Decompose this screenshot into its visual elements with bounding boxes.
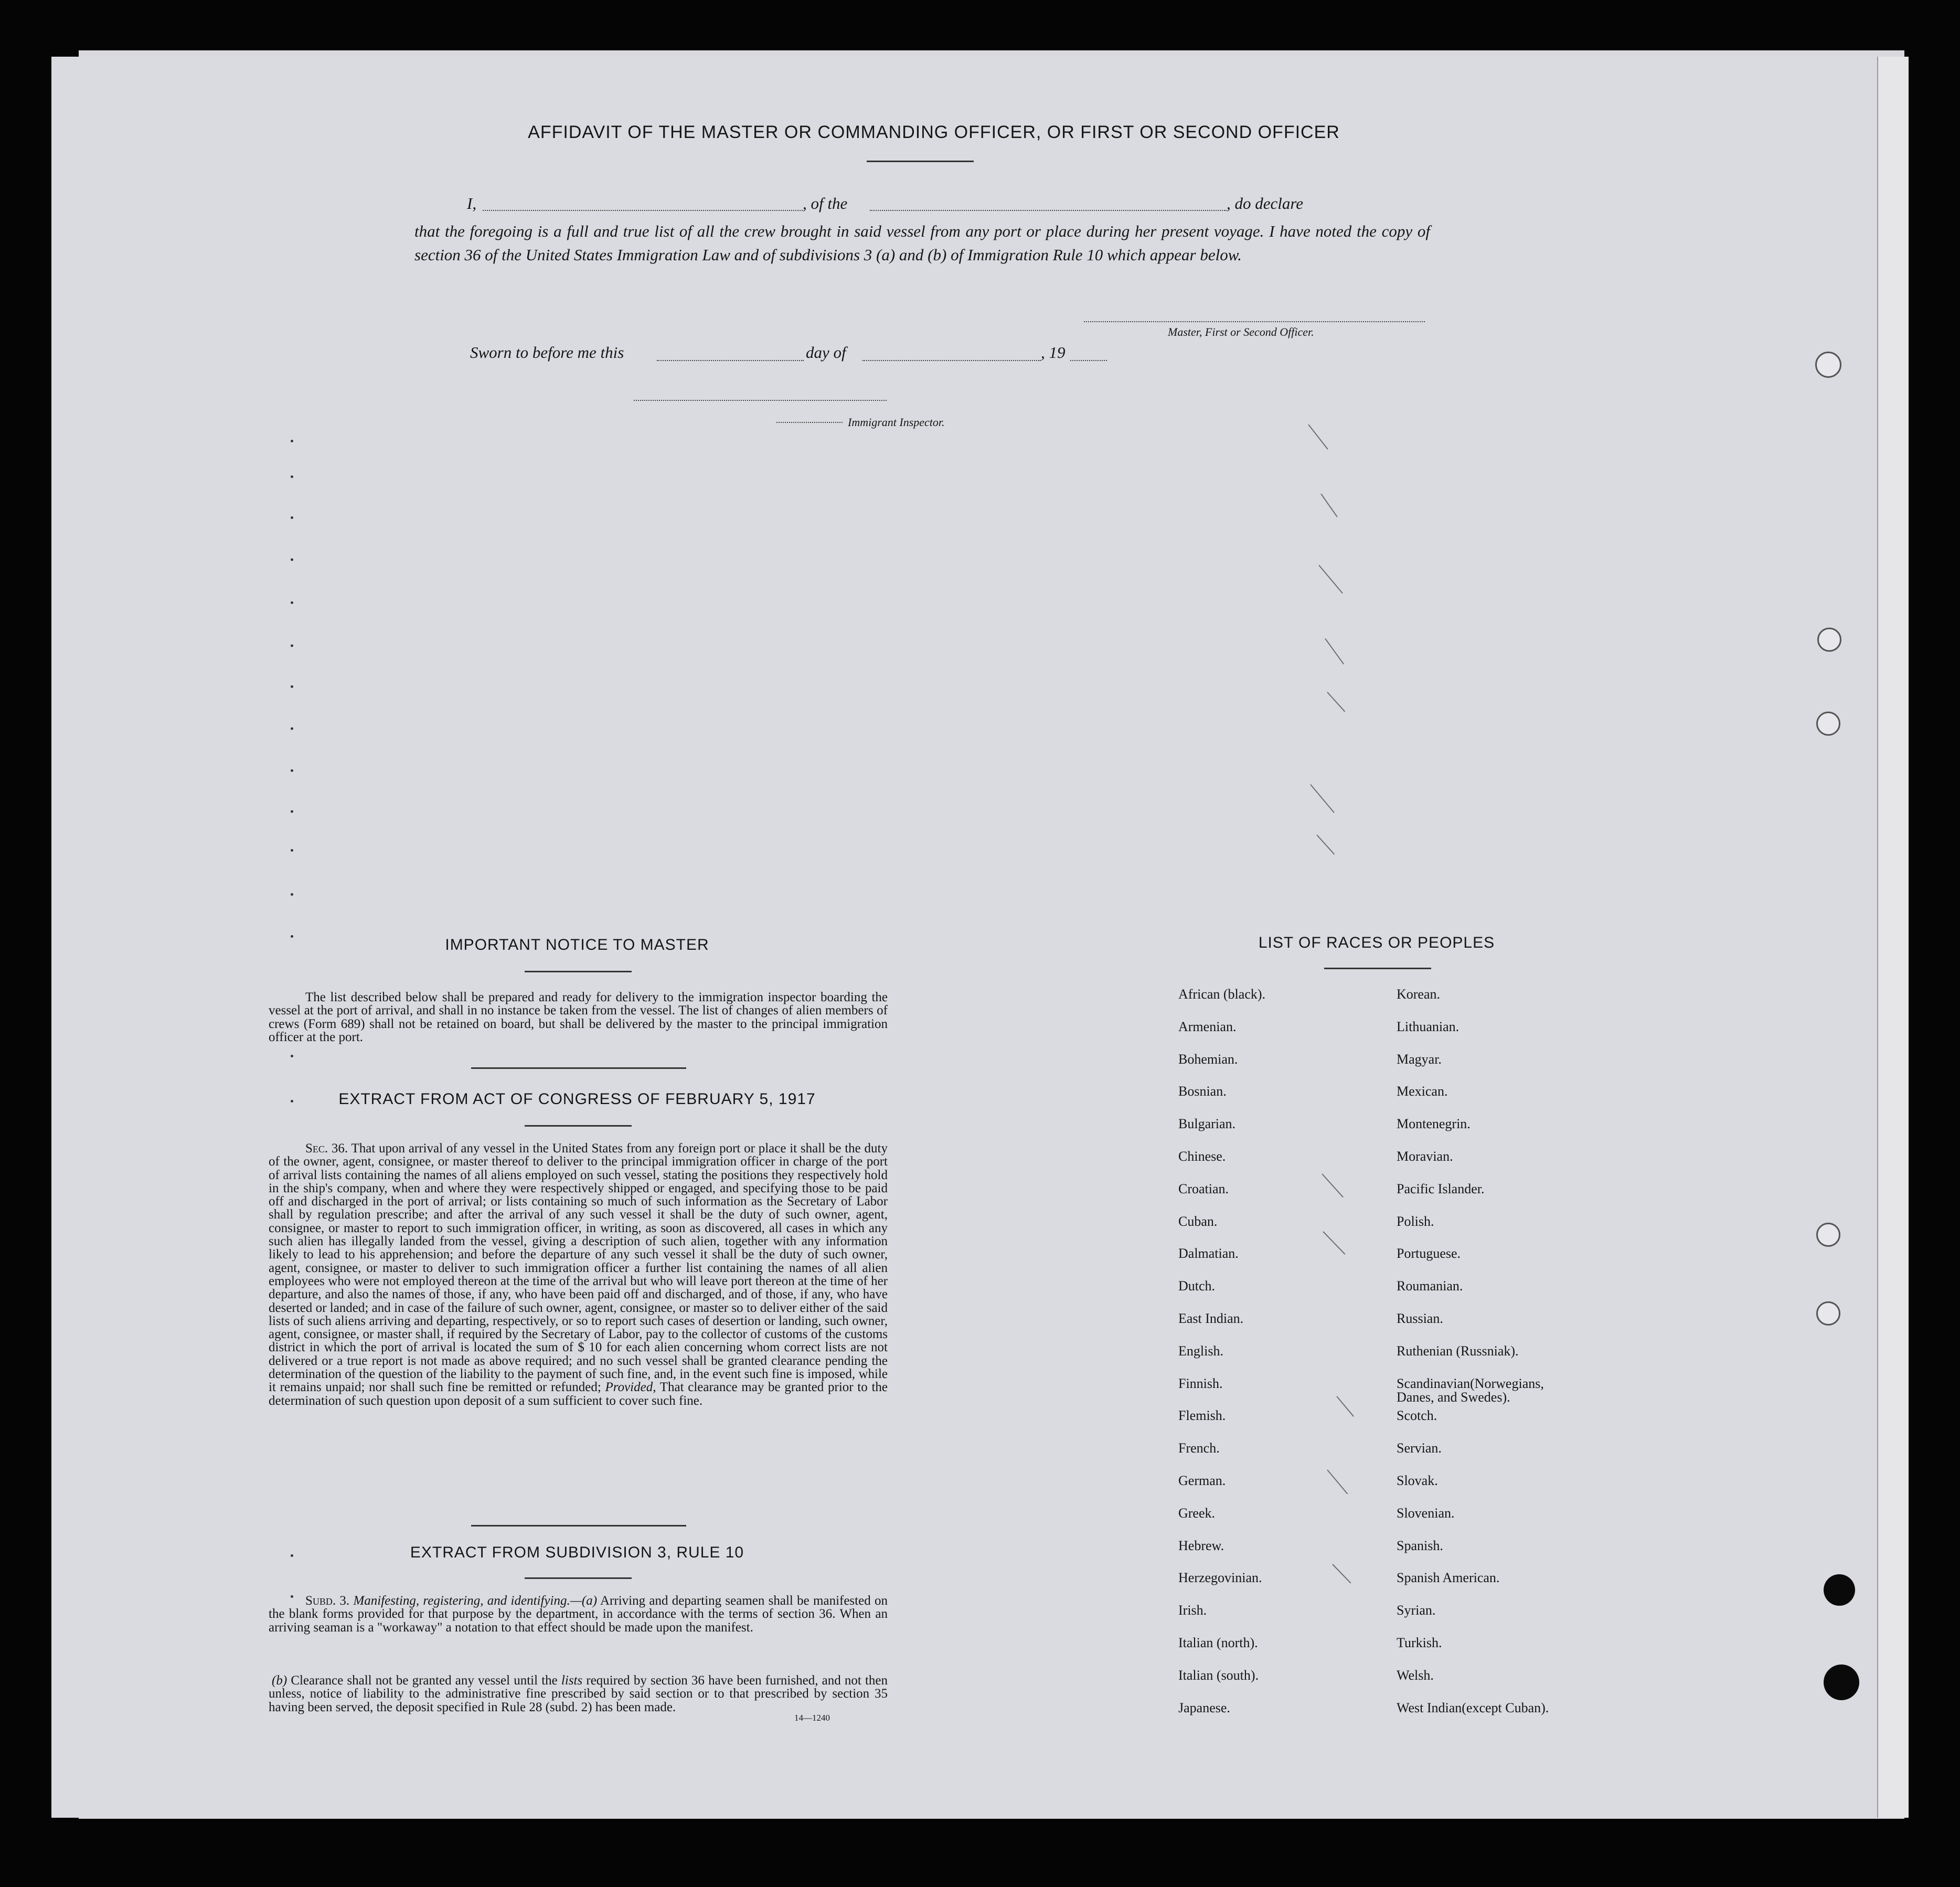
inspector-signature-line[interactable] xyxy=(634,400,887,401)
margin-dot xyxy=(291,601,293,604)
race-item: Magyar. xyxy=(1397,1051,1442,1067)
provided-text: That clearance may be granted prior to the determination of such question upon deposit of a sum sufficient to cover such fine. xyxy=(269,1380,888,1408)
extract-act-title: EXTRACT FROM ACT OF CONGRESS OF FEBRUARY 5, 1917 xyxy=(338,1090,816,1108)
race-item: Cuban. xyxy=(1178,1213,1218,1229)
race-item: Slovenian. xyxy=(1397,1505,1455,1521)
punch-ring xyxy=(1816,1223,1840,1247)
section-36-text: That upon arrival of any vessel in the United States from any foreign port or place it shall be the duty of the owner, agent, consignee, or master thereof to deliver to the principal immigration officer in charge of the port of arrival lists containing the names of all aliens employed on such vessel, stating the positions they respectively hold in the ship's company, when and where they were respectively shipped or engaged, and specifying those to be paid off and discharged in the port of arrival; or lists containing so much of such information as the Secretary of Labor shall by regulation prescribe; and after the arrival of any such vessel it shall be the duty of such owner, agent, consignee, or master to report to such immigration officer, in writing, as soon as discovered, all cases in which any such alien has illegally landed from the vessel, giving a description of such alien, together with any information likely to lead to his apprehension; and before the departure of any such vessel it shall be the duty of such owner, agent, consignee, or master to deliver to such immigration officer a further list containing the names of all alien employees who were not employed thereon at the time of the arrival but who will leave port thereon at the time of her departure, and also the names of those, if any, who have been paid off and discharged, and of those, if any, who have deserted or landed; and in case of the failure of such owner, agent, consignee, or master so to deliver either of the said lists of such aliens arriving and departing, respectively, or so to report such cases of desertion or landing, such owner, agent, consignee, or master shall, if required by the Secretary of Labor, pay to the collector of customs of the customs district in which the port of arrival is located the sum of $ 10 for each alien concerning whom correct lists are not delivered or a true report is not made as above required; and no such vessel shall be granted clearance pending the determination of the question of the liability to the payment of such fine, and, in the event such fine is imposed, while it remains unpaid; nor shall such fine be remitted or refunded; xyxy=(269,1141,888,1395)
margin-dot xyxy=(291,810,293,813)
race-item: Turkish. xyxy=(1397,1635,1442,1650)
margin-dot xyxy=(291,1100,293,1102)
race-item: Servian. xyxy=(1397,1440,1442,1456)
vessel-name-field[interactable] xyxy=(870,210,1227,211)
punch-ring xyxy=(1816,1301,1840,1326)
para-b-label: (b) xyxy=(272,1673,287,1688)
master-signature-line[interactable] xyxy=(1084,321,1425,322)
para-b-lists: lists xyxy=(561,1673,583,1688)
year-label: , 19 xyxy=(1041,343,1066,362)
race-item: Armenian. xyxy=(1178,1019,1237,1034)
margin-dot xyxy=(291,1055,293,1057)
race-item: African (black). xyxy=(1178,987,1266,1002)
race-item: Pacific Islander. xyxy=(1397,1181,1485,1196)
margin-dot xyxy=(291,849,293,852)
section-divider-2 xyxy=(471,1525,686,1526)
margin-dot xyxy=(291,558,293,561)
margin-dot xyxy=(291,440,293,442)
notice-body: The list described below shall be prepared and ready for delivery to the immigration inspector boarding the vessel at the port of arrival, and shall in no instance be taken from the vessel. The list of changes of alien members of crews (Form 689) shall not be retained on board, but shall be delivered by the master to the principal immigration officer at the port. xyxy=(269,990,888,1044)
race-item: Greek. xyxy=(1178,1505,1216,1521)
race-item: Roumanian. xyxy=(1397,1278,1463,1294)
sworn-label: Sworn to before me this xyxy=(470,343,624,362)
race-item: Bosnian. xyxy=(1178,1084,1227,1099)
race-item: French. xyxy=(1178,1440,1220,1456)
affidavit-title: AFFIDAVIT OF THE MASTER OR COMMANDING OFFICER, OR FIRST OR SECOND OFFICER xyxy=(528,122,1340,142)
race-item: Herzegovinian. xyxy=(1178,1570,1262,1586)
page-edge-strip xyxy=(1877,57,1909,1818)
i-label: I, xyxy=(467,194,477,213)
para-b-text-2: required by section 36 have been furnished, and not then unless, notice of liability to the administrative fine prescribed by said section or to that prescribed by section 35 having been served, the deposit specified in Rule 28 (subd. 2) has been made. xyxy=(269,1673,888,1714)
race-item: Lithuanian. xyxy=(1397,1019,1460,1034)
race-item: Syrian. xyxy=(1397,1603,1436,1618)
race-item: Montenegrin. xyxy=(1397,1116,1471,1132)
para-b-text-1: Clearance shall not be granted any vessel until the xyxy=(291,1673,558,1688)
race-item: German. xyxy=(1178,1473,1226,1488)
race-item: West Indian(except Cuban). xyxy=(1397,1700,1549,1715)
race-item: Dalmatian. xyxy=(1178,1246,1239,1261)
races-title: LIST OF RACES OR PEOPLES xyxy=(1258,934,1495,951)
margin-dot xyxy=(291,685,293,688)
declare-label: , do declare xyxy=(1227,194,1304,213)
margin-dot xyxy=(291,893,293,896)
affidavit-body: that the foregoing is a full and true list of all the crew brought in said vessel from any port or place during her present voyage. I have noted the copy of section 36 of the United States Immigration Law and of subdivisions 3 (a) and (b) of Immigration Rule 10 which appear below. xyxy=(414,222,1430,264)
races-rule xyxy=(1324,968,1431,969)
race-item: Flemish. xyxy=(1178,1408,1226,1424)
race-item: Moravian. xyxy=(1397,1149,1453,1164)
extract-rule-rule xyxy=(525,1577,632,1579)
race-item: Bulgarian. xyxy=(1178,1116,1236,1132)
race-item: Irish. xyxy=(1178,1603,1207,1618)
subd-heading: Manifesting, registering, and identifying.—(a) xyxy=(353,1594,598,1608)
race-item: East Indian. xyxy=(1178,1311,1244,1326)
subd-label: Subd. 3. xyxy=(305,1594,350,1608)
margin-dot xyxy=(291,727,293,730)
declarant-name-field[interactable] xyxy=(483,210,803,211)
race-item: Scandinavian(Norwegians, Danes, and Swedes). xyxy=(1397,1375,1544,1405)
race-item: Scotch. xyxy=(1397,1408,1437,1424)
margin-dot xyxy=(291,644,293,647)
sworn-month-field[interactable] xyxy=(862,360,1041,361)
section-divider-1 xyxy=(471,1067,686,1069)
race-item: Hebrew. xyxy=(1178,1538,1224,1553)
punch-hole xyxy=(1824,1665,1859,1700)
margin-dot xyxy=(291,475,293,478)
race-item: Russian. xyxy=(1397,1311,1443,1326)
race-item: Polish. xyxy=(1397,1213,1434,1229)
extract-rule-para-b xyxy=(269,1674,888,1714)
inspector-caption: Immigrant Inspector. xyxy=(848,416,945,429)
punch-ring xyxy=(1816,712,1840,736)
race-item: Finnish. xyxy=(1178,1375,1223,1391)
of-the-label: , of the xyxy=(803,194,848,213)
race-item: Japanese. xyxy=(1178,1700,1230,1715)
form-number: 14—1240 xyxy=(794,1713,830,1723)
punch-hole xyxy=(1824,1574,1855,1606)
punch-ring xyxy=(1817,628,1841,652)
extract-act-rule xyxy=(525,1125,632,1127)
margin-dot xyxy=(291,935,293,938)
sworn-year-field[interactable] xyxy=(1070,360,1107,361)
race-item: Slovak. xyxy=(1397,1473,1438,1488)
title-rule xyxy=(867,161,974,162)
race-item: Mexican. xyxy=(1397,1084,1448,1099)
notice-title: IMPORTANT NOTICE TO MASTER xyxy=(445,936,709,953)
provided-label: Provided, xyxy=(605,1380,656,1395)
race-item: Italian (north). xyxy=(1178,1635,1258,1650)
margin-dot xyxy=(291,1554,293,1557)
extract-act-body xyxy=(269,1142,888,1407)
margin-dot xyxy=(291,516,293,519)
margin-dot xyxy=(291,1595,293,1598)
race-item: English. xyxy=(1178,1343,1223,1359)
extract-rule-title: EXTRACT FROM SUBDIVISION 3, RULE 10 xyxy=(410,1544,744,1561)
race-item: Ruthenian (Russniak). xyxy=(1397,1343,1519,1359)
inspector-short-line xyxy=(776,422,843,423)
sworn-line xyxy=(467,343,1117,364)
punch-ring xyxy=(1815,352,1841,378)
race-item: Italian (south). xyxy=(1178,1667,1259,1683)
day-of-label: day of xyxy=(806,343,846,362)
race-item: Spanish American. xyxy=(1397,1570,1500,1586)
para-a-text: Arriving and departing seamen shall be manifested on the blank forms provided for that purpose by the department, in accordance with the terms of section 36. When an arriving seaman is a "workaway" a notation to that effect should be made upon the manifest. xyxy=(269,1594,888,1635)
race-item: Croatian. xyxy=(1178,1181,1229,1196)
margin-dot xyxy=(291,769,293,772)
notice-rule xyxy=(525,971,632,972)
race-item: Bohemian. xyxy=(1178,1051,1238,1067)
race-item: Welsh. xyxy=(1397,1667,1434,1683)
race-item: Korean. xyxy=(1397,987,1441,1002)
master-signature-caption: Master, First or Second Officer. xyxy=(1168,325,1314,338)
extract-rule-para-a xyxy=(269,1594,888,1634)
section-36-label: Sec. 36. xyxy=(305,1141,348,1155)
race-item: Chinese. xyxy=(1178,1149,1226,1164)
race-item: Spanish. xyxy=(1397,1538,1443,1553)
race-item: Dutch. xyxy=(1178,1278,1216,1294)
declarant-line xyxy=(414,194,1432,215)
sworn-day-field[interactable] xyxy=(657,360,804,361)
race-item: Portuguese. xyxy=(1397,1246,1461,1261)
